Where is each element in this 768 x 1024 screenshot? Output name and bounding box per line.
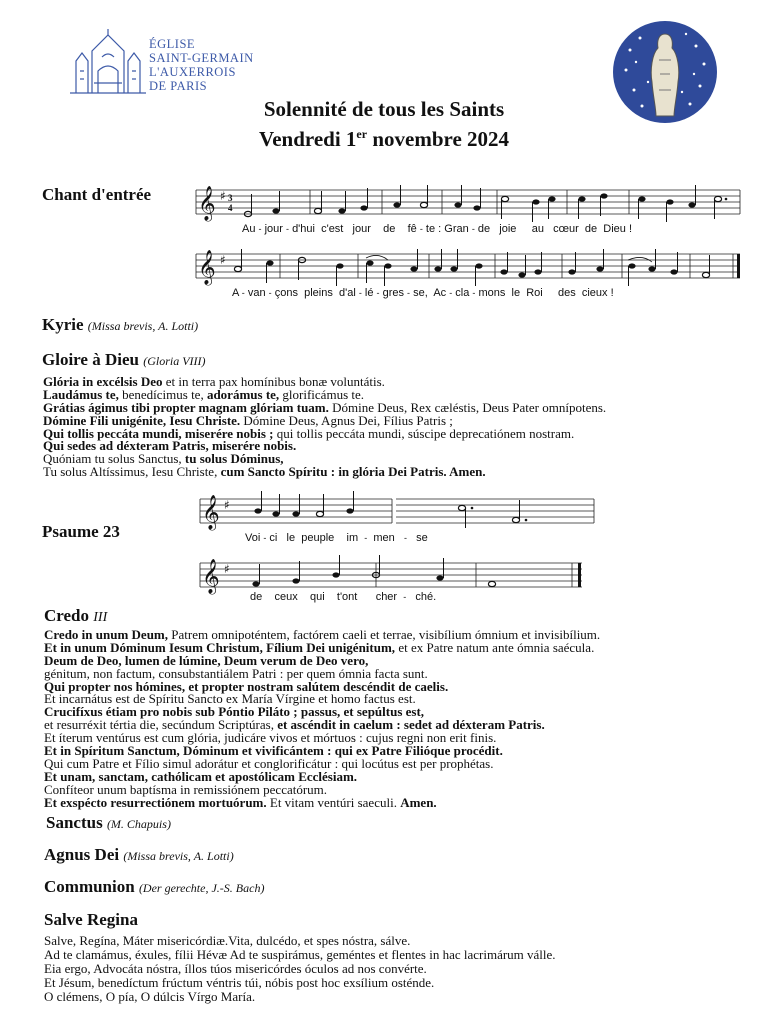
lyric-dash: -: [263, 533, 267, 543]
gloire-title: Gloire à Dieu: [42, 350, 139, 369]
agnus-heading: [44, 845, 234, 865]
lyric-syllable: cieux !: [581, 287, 614, 299]
text-line: Credo in unum Deum, Patrem omnipoténtem, factórem caeli et terrae, visibílium ómnium et invisibílium.: [44, 627, 601, 642]
lyric-syllable: le: [511, 287, 521, 299]
lyric-syllable: de: [383, 223, 396, 235]
sanctus-title: Sanctus: [46, 813, 103, 832]
lyric-dash: -: [258, 224, 262, 234]
lyric-syllable: fê: [407, 223, 417, 235]
lyric-syllable: des: [557, 287, 576, 299]
agnus-title: Agnus Dei: [44, 845, 120, 864]
lyric-syllable: se: [416, 532, 428, 544]
lyric-syllable: joie: [499, 223, 517, 235]
lyric-syllable: van: [247, 287, 266, 299]
text-line: O clémens, O pía, O dúlcis Vírgo María.: [44, 989, 256, 1004]
lyric-syllable: ché.: [415, 591, 437, 603]
text-line: Et exspécto resurrectiónem mortuórum. Et vitam ventúri saeculi. Amen.: [44, 794, 437, 810]
gloire-composer: (Gloria VIII): [143, 354, 206, 368]
chant-entree-heading: Chant d'entrée: [42, 185, 152, 204]
text-line: Grátias ágimus tibi propter magnam glóriam tuam. Dómine Deus, Rex cæléstis, Deus Pater omnípotens.: [43, 399, 607, 415]
lyric-dash: -: [268, 288, 272, 298]
logo-line: DE PARIS: [149, 79, 208, 93]
svg-text:3: 3: [228, 193, 233, 203]
communion-title: Communion: [44, 877, 135, 896]
credo-heading: [44, 606, 107, 626]
page-title: Solennité de tous les Saints: [263, 97, 505, 121]
svg-text:𝄞: 𝄞: [198, 250, 216, 285]
lyric-dash: -: [403, 592, 407, 602]
lyric-dash: -: [471, 224, 475, 234]
gloire-heading: [42, 350, 206, 370]
lyric-dash: -: [364, 533, 368, 543]
lyrics-entree-1: [242, 223, 632, 235]
lyric-syllable: d'hui: [292, 223, 315, 235]
lyric-syllable: Roi: [526, 287, 543, 299]
lyrics-psaume-2: [250, 591, 436, 603]
text-line: Salve, Regína, Máter misericórdiæ.Vita, dulcédo, et spes nóstra, sálve.: [44, 933, 411, 948]
text-line: Et in unum Dóminum Iesum Christum, Fílium Dei unigénitum, et ex Patre natum ante ómnia saécula.: [44, 639, 595, 655]
text-line: génitum, non factum, consubstantiálem Patri : per quem ómnia facta sunt.: [44, 665, 428, 681]
svg-text:♯: ♯: [220, 189, 226, 203]
kyrie-composer: (Missa brevis, A. Lotti): [87, 319, 199, 333]
text-line: Deum de Deo, lumen de lúmine, Deum verum de Deo vero,: [44, 652, 369, 668]
lyric-syllable: Voi: [245, 532, 261, 544]
lyric-syllable: lé: [364, 287, 374, 299]
communion-composer: (Der gerechte, J.-S. Bach): [138, 881, 265, 895]
lyric-syllable: t'ont: [336, 591, 358, 603]
svg-text:♯: ♯: [224, 562, 230, 576]
text-line: Et incarnátus est de Spíritu Sancto ex María Vírgine et homo factus est.: [44, 691, 416, 707]
psaume-heading: Psaume 23: [42, 522, 120, 541]
svg-text:𝄞: 𝄞: [202, 495, 220, 530]
text-line: Qui tollis peccáta mundi, miserére nobis ; qui tollis peccáta mundi, súscipe deprecatiónem nostram.: [43, 425, 575, 441]
credo-title: Credo: [44, 606, 90, 625]
lyric-dash: -: [407, 288, 411, 298]
svg-text:♯: ♯: [220, 253, 226, 267]
kyrie-heading: [42, 315, 198, 335]
text-line: Et unam, sanctam, cathólicam et apostólicam Ecclésiam.: [44, 768, 358, 784]
gloria-text: [43, 375, 606, 478]
lyric-syllable: d'al: [338, 287, 356, 299]
text-line: Ad te clamámus, éxules, fílii Hévæ Ad te suspirámus, geméntes et flentes in hac lacrimárum válle.: [44, 947, 556, 962]
communion-heading: [44, 877, 264, 897]
lyric-syllable: c'est: [321, 223, 344, 235]
lyric-syllable: cher: [375, 591, 398, 603]
logo-line: SAINT-GERMAIN: [149, 51, 254, 65]
sanctus-heading: [46, 813, 171, 833]
text-line: Glória in excélsis Deo et in terra pax homínibus bonæ voluntátis.: [43, 374, 385, 389]
lyric-dash: -: [241, 288, 245, 298]
lyric-syllable: Dieu !: [603, 223, 633, 235]
church-building-icon: [68, 27, 148, 97]
lyric-syllable: çons: [274, 287, 298, 299]
lyric-dash: -: [286, 224, 289, 234]
lyric-syllable: jour: [352, 223, 371, 235]
lyric-syllable: au: [531, 223, 544, 235]
text-line: et resurréxit tértia die, secúndum Scriptúras, et ascéndit in caelum : sedet ad déxteram Patris.: [44, 717, 545, 733]
lyric-syllable: peuple: [301, 532, 335, 544]
lyric-syllable: qui: [309, 591, 325, 603]
svg-text:𝄞: 𝄞: [202, 559, 220, 594]
lyric-syllable: te :: [425, 223, 442, 235]
date-text: Vendredi 1: [258, 127, 357, 151]
lyric-syllable: men: [373, 532, 395, 544]
agnus-composer: (Missa brevis, A. Lotti): [123, 849, 234, 863]
lyric-syllable: se,: [413, 287, 428, 299]
lyric-dash: -: [419, 224, 423, 234]
logo-line: L'AUXERROIS: [149, 65, 236, 79]
text-line: Confíteor unum baptísma in remissiónem peccatórum.: [44, 781, 328, 797]
lyric-syllable: mons: [478, 287, 506, 299]
lyric-dash: -: [376, 288, 380, 298]
text-line: Qui sedes ad déxteram Patris, miserére nobis.: [43, 438, 297, 454]
lyric-syllable: jour: [264, 223, 283, 235]
credo-number: III: [93, 610, 108, 625]
text-line: Crucifíxus étiam pro nobis sub Póntio Piláto ; passus, et sepúltus est,: [44, 704, 425, 720]
lyric-syllable: de: [477, 223, 491, 235]
text-line: Eia ergo, Advocáta nóstra, íllos túos misericórdes óculos ad nos convérte.: [44, 961, 427, 976]
lyric-syllable: Au: [242, 223, 256, 235]
svg-text:𝄞: 𝄞: [198, 186, 216, 221]
lyric-syllable: ci: [269, 532, 278, 544]
lyric-syllable: Gran: [444, 223, 469, 235]
lyric-syllable: pleins: [304, 287, 333, 299]
credo-text: [44, 628, 600, 808]
text-line: Qui cum Patre et Fílio simul adorátur et conglorificátur : qui locútus est per prophétas.: [44, 755, 494, 771]
lyrics-psaume-1: [245, 532, 428, 544]
lyric-syllable: de: [584, 223, 598, 235]
svg-text:4: 4: [228, 203, 233, 213]
sanctus-composer: (M. Chapuis): [106, 817, 171, 831]
lyric-dash: -: [403, 533, 407, 543]
lyric-dash: -: [472, 288, 476, 298]
text-line: Dómine Fili unigénite, Iesu Christe. Dómine Deus, Agnus Dei, Fílius Patris ;: [43, 412, 453, 428]
text-line: Et Jésum, benedíctum frúctum véntris túi, nóbis post hoc exsílium osténde.: [44, 975, 435, 990]
lyric-syllable: Ac: [433, 287, 447, 299]
kyrie-title: Kyrie: [42, 315, 84, 334]
lyrics-entree-2: [232, 287, 614, 299]
logo-line: ÉGLISE: [149, 37, 196, 51]
lyric-syllable: A: [232, 287, 239, 299]
text-line: Qui propter nos hómines, et propter nostram salútem descéndit de caelis.: [44, 678, 449, 694]
text-line: Tu solus Altíssimus, Iesu Christe, cum Sancto Spíritu : in glória Dei Patris. Amen.: [43, 464, 486, 480]
lyric-syllable: cœur: [553, 223, 579, 235]
lyric-syllable: im: [346, 532, 359, 544]
lyric-dash: -: [358, 288, 362, 298]
lyric-syllable: de: [250, 591, 263, 603]
svg-text:♯: ♯: [224, 498, 230, 512]
text-line: Et in Spíritum Sanctum, Dóminum et vivificántem : qui ex Patre Filióque procédit.: [44, 743, 503, 759]
text-line: Laudámus te, benedícimus te, adorámus te, glorificámus te.: [43, 386, 365, 402]
page-subtitle: [0, 121, 768, 152]
church-name: [149, 37, 254, 93]
lyric-syllable: ceux: [274, 591, 298, 603]
date-text-rest: novembre 2024: [367, 127, 510, 151]
salve-heading: Salve Regina: [44, 910, 138, 929]
lyric-syllable: le: [286, 532, 296, 544]
lyric-syllable: cla: [455, 287, 470, 299]
lyric-dash: -: [449, 288, 453, 298]
text-line: Quóniam tu solus Sanctus, tu solus Dóminus,: [43, 451, 284, 467]
lyric-syllable: gres: [382, 287, 404, 299]
text-line: Et íterum ventúrus est cum glória, judicáre vivos et mórtuos : cujus regni non erit finis.: [44, 730, 497, 746]
salve-text: [44, 934, 556, 1004]
date-superscript: er: [356, 127, 368, 141]
